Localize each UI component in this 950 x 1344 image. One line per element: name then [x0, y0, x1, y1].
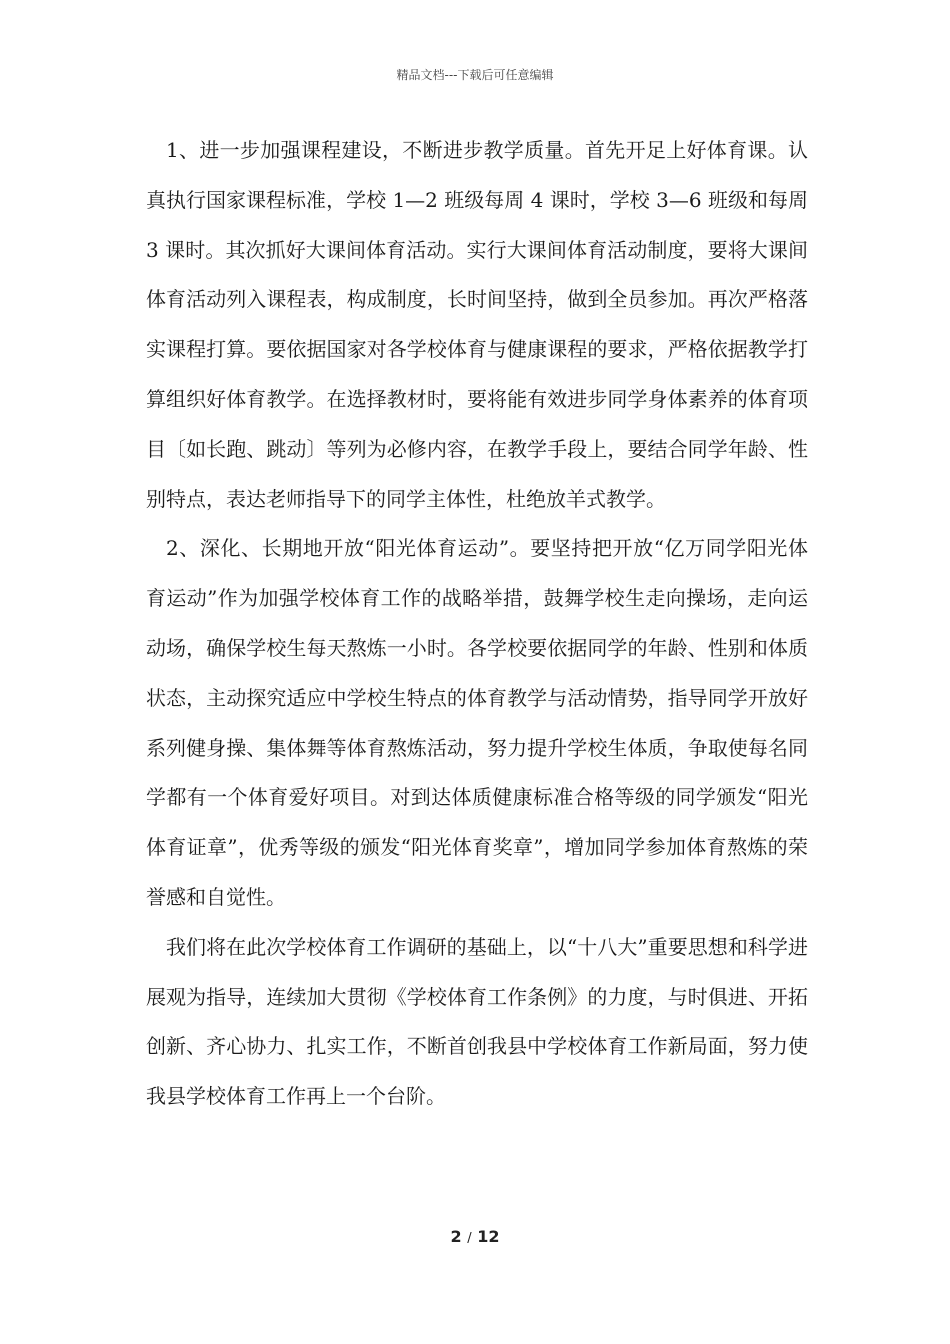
- document-body: [146, 126, 808, 1122]
- page-header: 精品文档---下载后可任意编辑: [396, 68, 554, 82]
- paragraph-course-construction: 1、进一步加强课程建设，不断进步教学质量。首先开足上好体育课。认真执行国家课程标准，学校 1—2 班级每周 4 课时，学校 3—6 班级和每周 3 课时。其次抓好大课间体育活动。实行大课间体育活动制度，要将大课间体育活动列入课程表，构成制度，长时间坚持，做到全员参加。再次严格落实课程打算。要依据国家对各学校体育与健康课程的要求，严格依据教学打算组织好体育教学。在选择教材时，要将能有效进步同学身体素养的体育项目〔如长跑、跳动〕等列为必修内容，在教学手段上，要结合同学年龄、性别特点，表达老师指导下的同学主体性，杜绝放羊式教学。: [146, 138, 808, 511]
- page-separator: /: [467, 1231, 472, 1246]
- current-page-number: 2: [450, 1227, 462, 1246]
- paragraph-sunshine-sports: 2、深化、长期地开放“阳光体育运动”。要坚持把开放“亿万同学阳光体育运动”作为加强学校体育工作的战略举措，鼓舞学校生走向操场，走向运动场，确保学校生每天熬炼一小时。各学校要依据同学的年龄、性别和体质状态，主动探究适应中学校生特点的体育教学与活动情势，指导同学开放好系列健身操、集体舞等体育熬炼活动，努力提升学校生体质，争取使每名同学都有一个体育爱好项目。对到达体质健康标准合格等级的同学颁发“阳光体育证章”，优秀等级的颁发“阳光体育奖章”，增加同学参加体育熬炼的荣誉感和自觉性。: [146, 536, 808, 909]
- paragraph-conclusion: 我们将在此次学校体育工作调研的基础上，以“十八大”重要思想和科学进展观为指导，连续加大贯彻《学校体育工作条例》的力度，与时俱进、开拓创新、齐心协力、扎实工作，不断首创我县中学校体育工作新局面，努力使我县学校体育工作再上一个台阶。: [146, 934, 808, 1109]
- total-pages-number: 12: [477, 1227, 500, 1246]
- page-number: [0, 1227, 950, 1246]
